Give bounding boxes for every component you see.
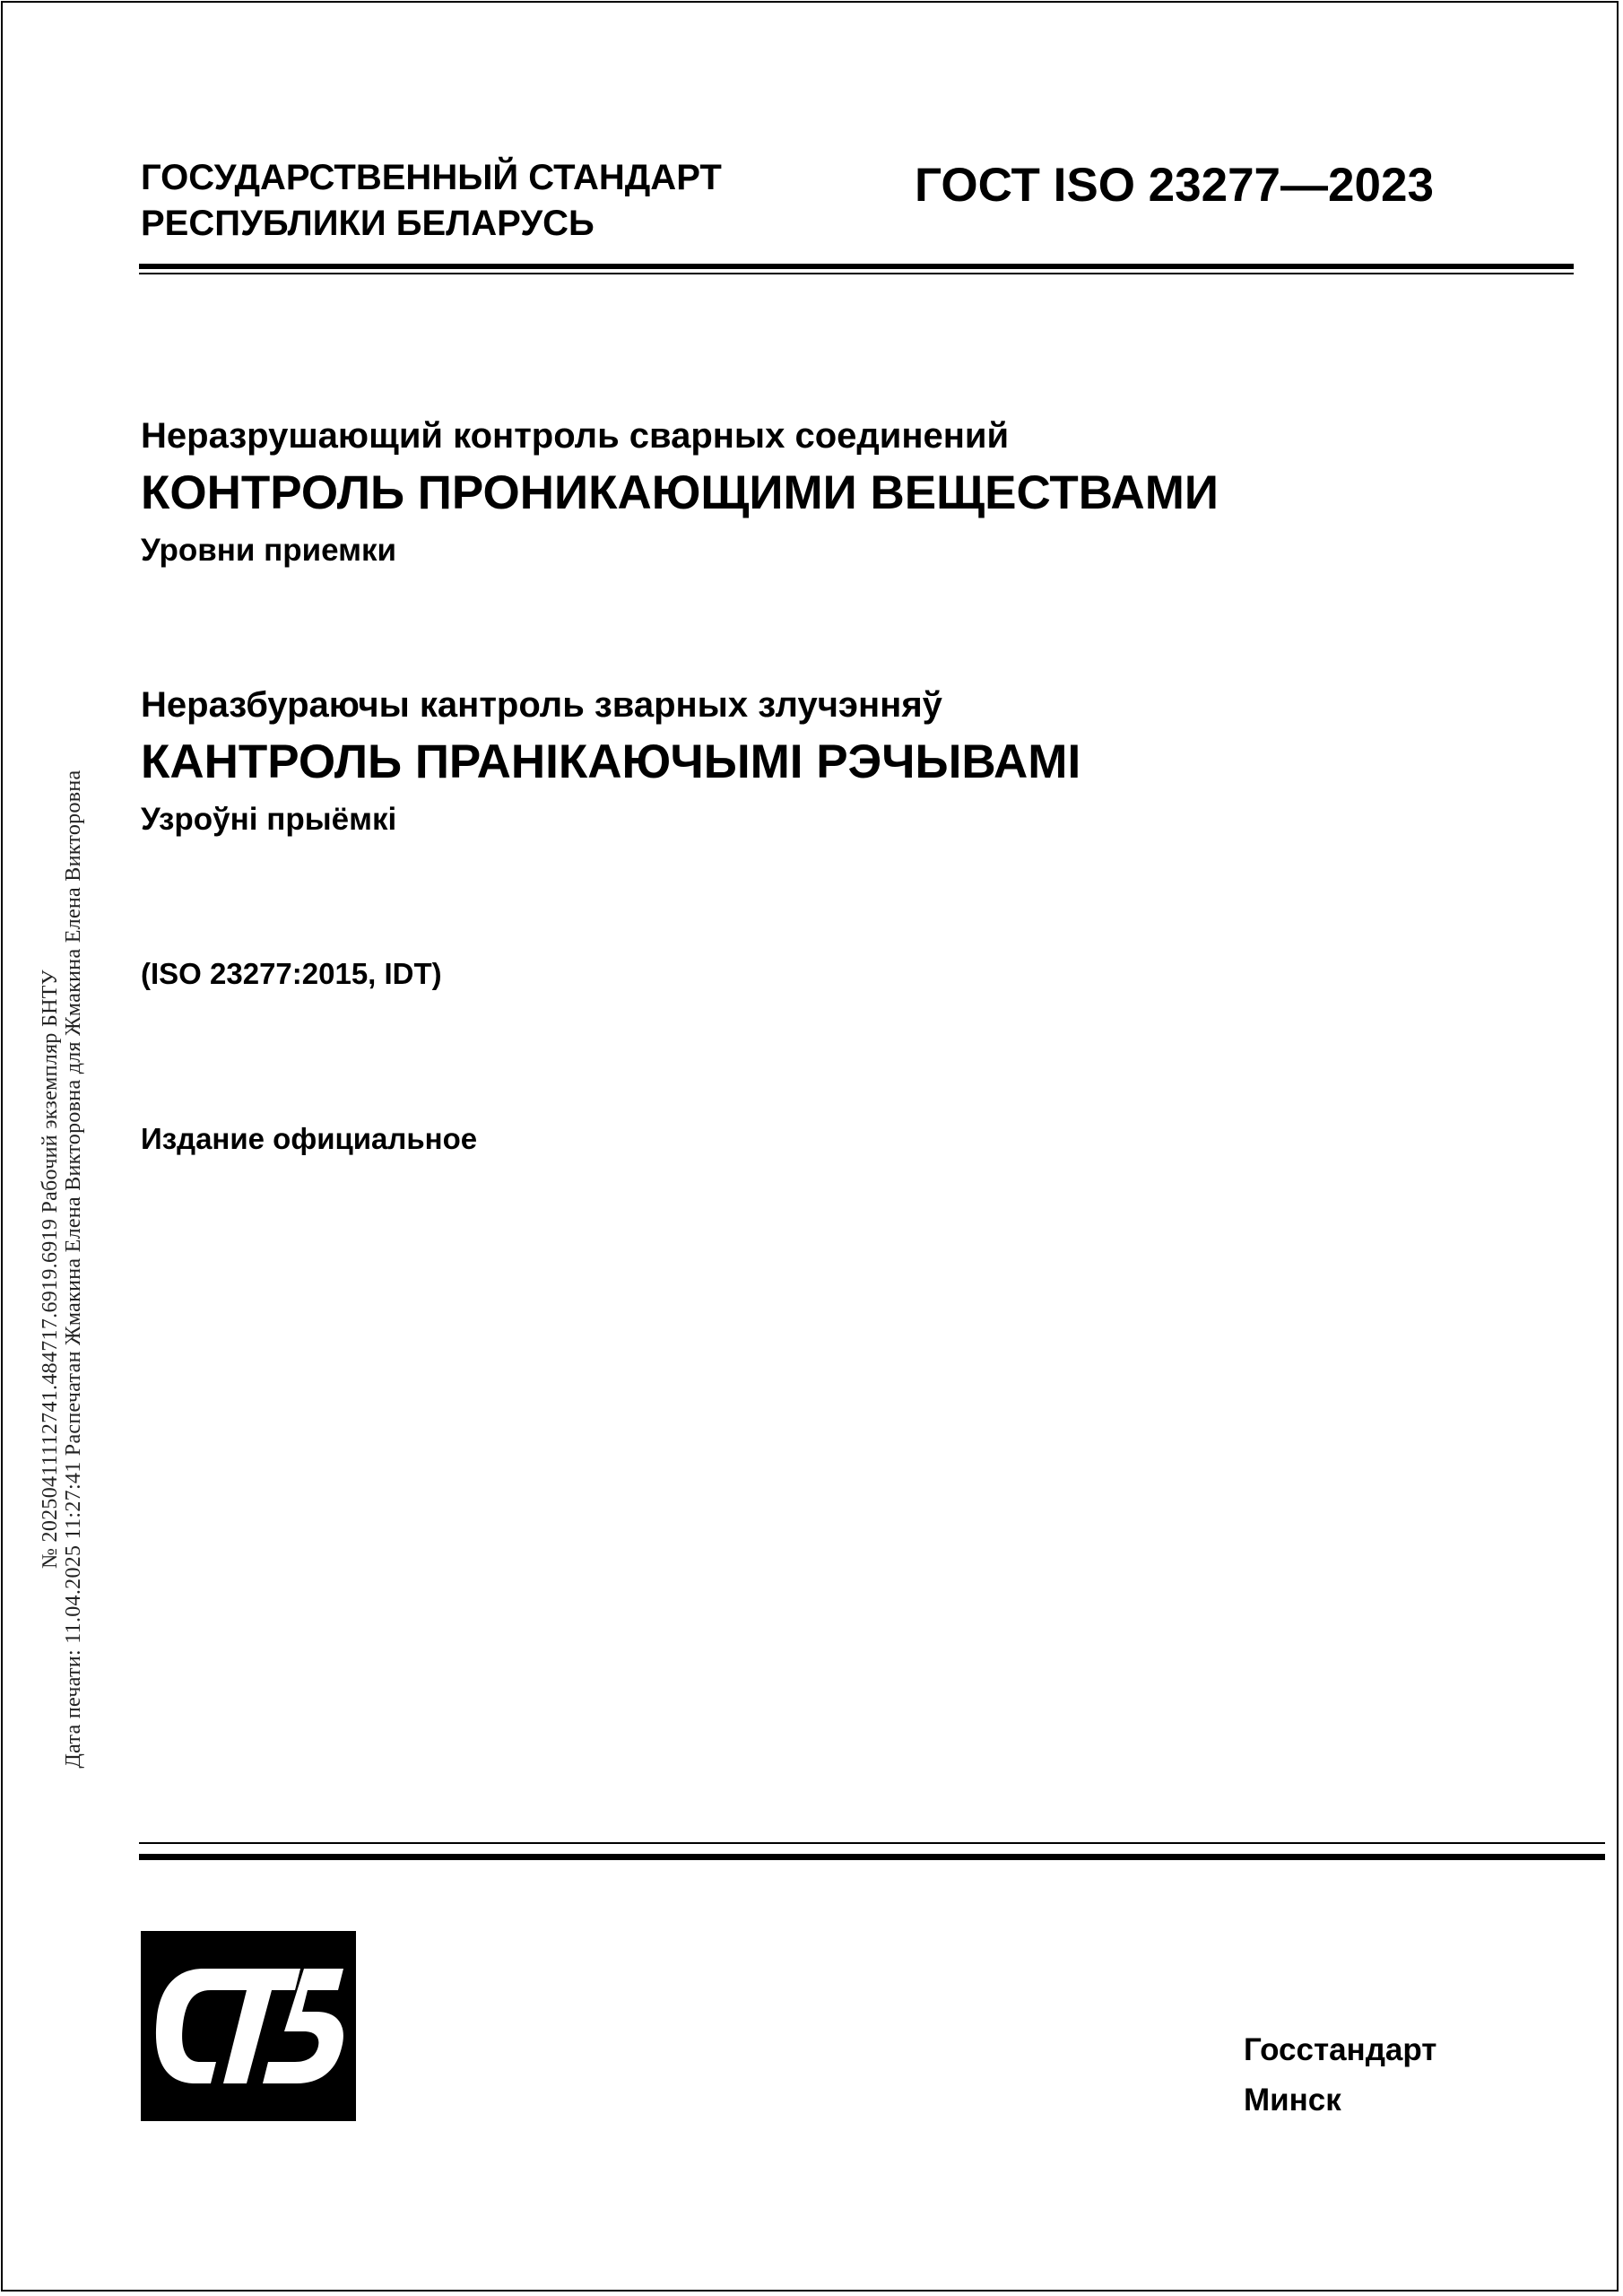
header-rule-thin (139, 273, 1574, 274)
edition-label: Издание официальное (141, 1122, 478, 1155)
title-be (141, 680, 1081, 845)
title-ru-part: Уровни приемки (141, 533, 397, 568)
standard-type (141, 155, 822, 247)
publisher-city: Минск (1244, 2083, 1341, 2118)
standard-type-line1: ГОСУДАРСТВЕННЫЙ СТАНДАРТ (141, 158, 722, 197)
print-stamp-line1: № 20250411112741.484717.6919.6919 Рабочий экземпляр БНТУ (39, 970, 62, 1569)
title-ru (141, 411, 1219, 576)
footer-rule-thin (139, 1842, 1605, 1844)
gosstandart-logo-icon (141, 1931, 356, 2121)
print-stamp-line2: Дата печати: 11.04.2025 11:27:41 Распечатан Жмакина Елена Викторовна для Жмакина Елена Викторовна (62, 770, 85, 1769)
iso-reference: (ISO 23277:2015, IDT) (141, 957, 442, 990)
print-stamp (39, 283, 137, 2256)
title-ru-main: КОНТРОЛЬ ПРОНИКАЮЩИМИ ВЕЩЕСТВАМИ (141, 466, 1219, 519)
title-be-subject: Неразбураючы кантроль зварных злучэнняў (141, 685, 942, 725)
footer-rule-thick (139, 1854, 1605, 1860)
publisher (1244, 2025, 1436, 2126)
document-number: ГОСТ ISO 23277—2023 (915, 159, 1434, 212)
title-be-part: Узроўні прыёмкі (141, 802, 397, 837)
header-rule-thick (139, 264, 1574, 269)
title-ru-subject: Неразрушающий контроль сварных соединений (141, 416, 1010, 456)
title-be-main: КАНТРОЛЬ ПРАНІКАЮЧЫМІ РЭЧЫВАМІ (141, 735, 1081, 788)
publisher-name: Госстандарт (1244, 2032, 1437, 2067)
standard-type-line2: РЕСПУБЛИКИ БЕЛАРУСЬ (141, 204, 595, 243)
